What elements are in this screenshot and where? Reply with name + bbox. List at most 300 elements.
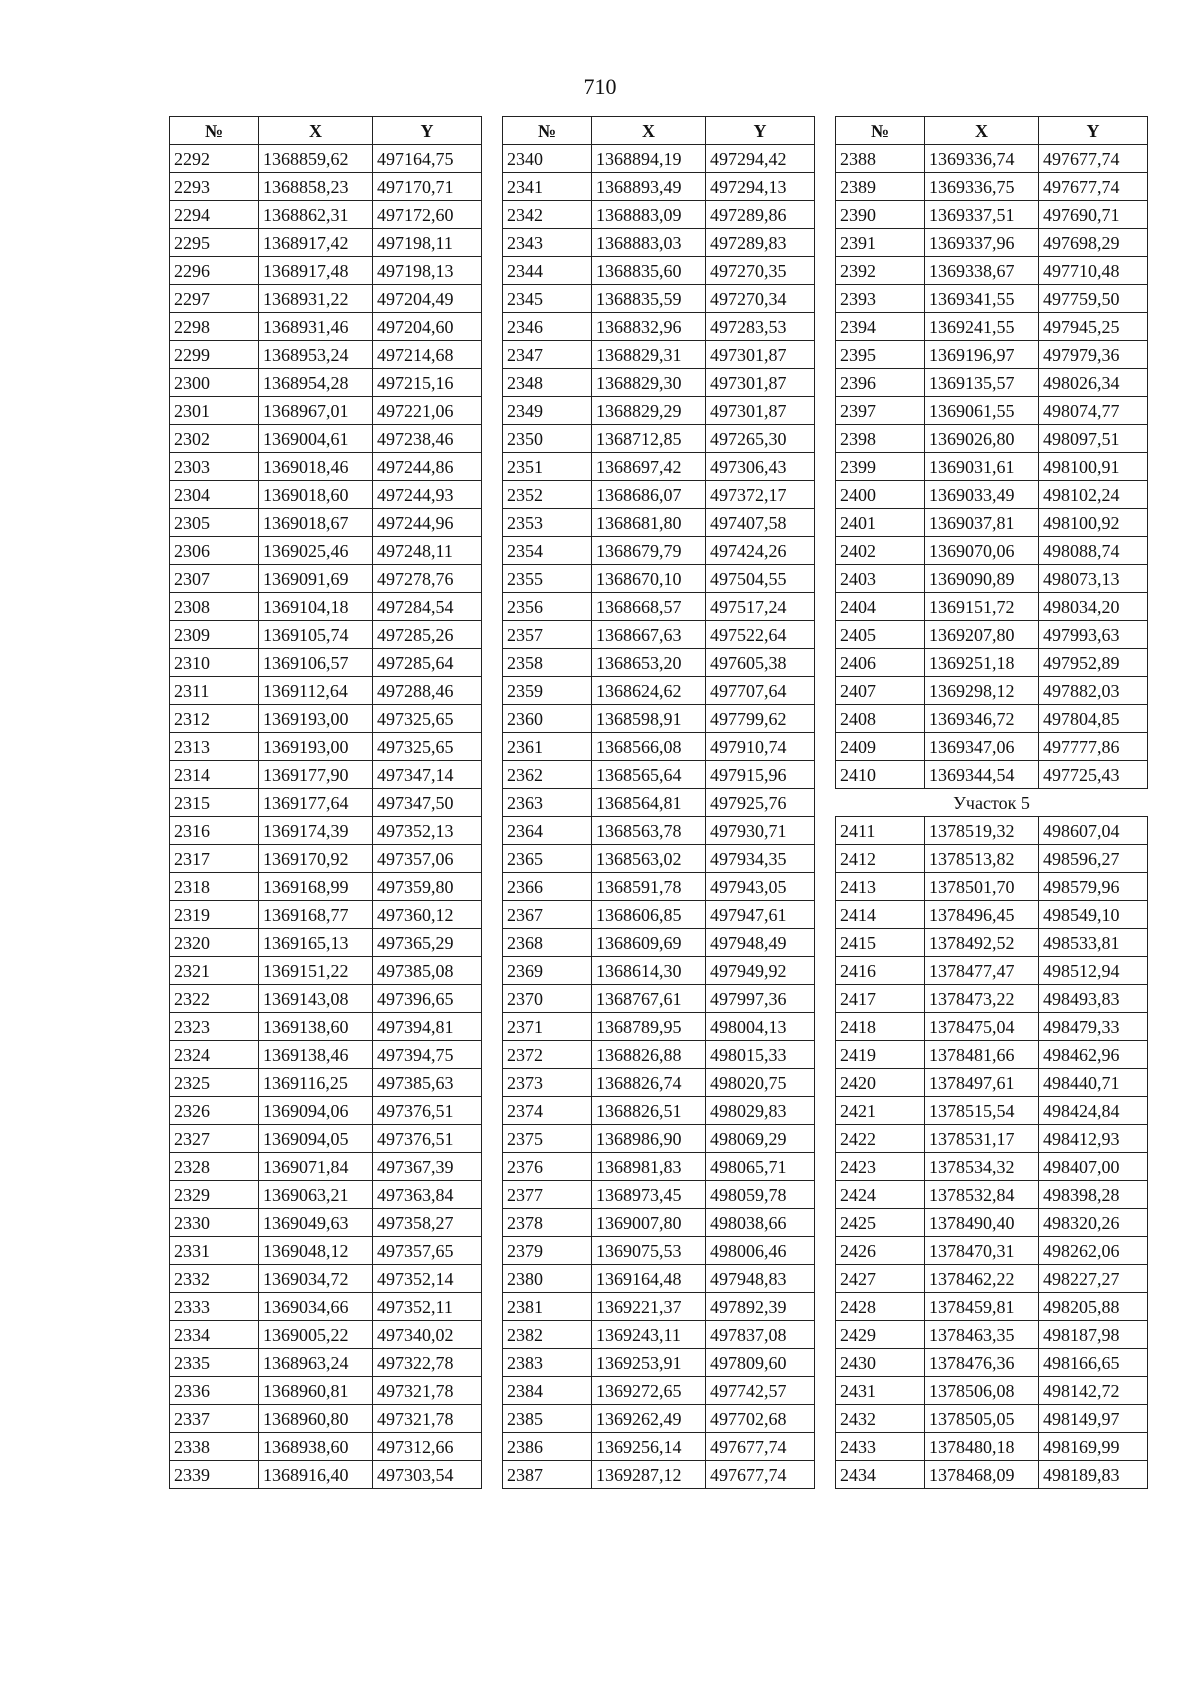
x-coordinate-cell: 1378501,70: [925, 873, 1039, 901]
x-coordinate-cell: 1369346,72: [925, 705, 1039, 733]
x-coordinate-cell: 1368832,96: [592, 313, 706, 341]
x-coordinate-cell: 1378532,84: [925, 1181, 1039, 1209]
point-number-cell: 2370: [503, 985, 592, 1013]
x-coordinate-cell: 1368668,57: [592, 593, 706, 621]
table-row: [503, 705, 815, 733]
column-header-number: №: [503, 117, 592, 145]
column-header-number: №: [836, 117, 925, 145]
x-coordinate-cell: 1369168,77: [259, 901, 373, 929]
x-coordinate-cell: 1378475,04: [925, 1013, 1039, 1041]
x-coordinate-cell: 1378476,36: [925, 1349, 1039, 1377]
y-coordinate-cell: 497303,54: [373, 1461, 482, 1489]
y-coordinate-cell: 497925,76: [706, 789, 815, 817]
x-coordinate-cell: 1378534,32: [925, 1153, 1039, 1181]
x-coordinate-cell: 1369287,12: [592, 1461, 706, 1489]
point-number-cell: 2356: [503, 593, 592, 621]
x-coordinate-cell: 1369007,80: [592, 1209, 706, 1237]
y-coordinate-cell: 497605,38: [706, 649, 815, 677]
y-coordinate-cell: 497172,60: [373, 201, 482, 229]
table-row: [836, 1461, 1148, 1489]
y-coordinate-cell: 497352,13: [373, 817, 482, 845]
point-number-cell: 2403: [836, 565, 925, 593]
table-row: [503, 845, 815, 873]
point-number-cell: 2393: [836, 285, 925, 313]
x-coordinate-cell: 1369143,08: [259, 985, 373, 1013]
point-number-cell: 2352: [503, 481, 592, 509]
y-coordinate-cell: 497915,96: [706, 761, 815, 789]
point-number-cell: 2300: [170, 369, 259, 397]
point-number-cell: 2342: [503, 201, 592, 229]
table-row: [836, 1041, 1148, 1069]
y-coordinate-cell: 497396,65: [373, 985, 482, 1013]
x-coordinate-cell: 1368960,80: [259, 1405, 373, 1433]
y-coordinate-cell: 497385,08: [373, 957, 482, 985]
point-number-cell: 2414: [836, 901, 925, 929]
y-coordinate-cell: 498512,94: [1039, 957, 1148, 985]
y-coordinate-cell: 497910,74: [706, 733, 815, 761]
point-number-cell: 2295: [170, 229, 259, 257]
x-coordinate-cell: 1369243,11: [592, 1321, 706, 1349]
x-coordinate-cell: 1378506,08: [925, 1377, 1039, 1405]
y-coordinate-cell: 497301,87: [706, 369, 815, 397]
point-number-cell: 2297: [170, 285, 259, 313]
y-coordinate-cell: 497945,25: [1039, 313, 1148, 341]
x-coordinate-cell: 1369112,64: [259, 677, 373, 705]
y-coordinate-cell: 497325,65: [373, 733, 482, 761]
table-row: [836, 1209, 1148, 1237]
point-number-cell: 2328: [170, 1153, 259, 1181]
table-row: [170, 1209, 482, 1237]
point-number-cell: 2340: [503, 145, 592, 173]
y-coordinate-cell: 497677,74: [1039, 145, 1148, 173]
x-coordinate-cell: 1368893,49: [592, 173, 706, 201]
x-coordinate-cell: 1368986,90: [592, 1125, 706, 1153]
y-coordinate-cell: 497358,27: [373, 1209, 482, 1237]
point-number-cell: 2373: [503, 1069, 592, 1097]
point-number-cell: 2329: [170, 1181, 259, 1209]
y-coordinate-cell: 497710,48: [1039, 257, 1148, 285]
table-row: [503, 677, 815, 705]
point-number-cell: 2391: [836, 229, 925, 257]
x-coordinate-cell: 1368967,01: [259, 397, 373, 425]
point-number-cell: 2404: [836, 593, 925, 621]
y-coordinate-cell: 498142,72: [1039, 1377, 1148, 1405]
x-coordinate-cell: 1369034,66: [259, 1293, 373, 1321]
x-coordinate-cell: 1369164,48: [592, 1265, 706, 1293]
table-body: [836, 817, 1148, 1489]
point-number-cell: 2327: [170, 1125, 259, 1153]
table-row: [503, 789, 815, 817]
table-row: [170, 733, 482, 761]
x-coordinate-cell: 1378459,81: [925, 1293, 1039, 1321]
table-row: [170, 761, 482, 789]
table-row: [836, 733, 1148, 761]
table-row: [170, 817, 482, 845]
table-row: [170, 1405, 482, 1433]
x-coordinate-cell: 1369347,06: [925, 733, 1039, 761]
y-coordinate-cell: 497204,49: [373, 285, 482, 313]
y-coordinate-cell: 497244,93: [373, 481, 482, 509]
y-coordinate-cell: 497215,16: [373, 369, 482, 397]
x-coordinate-cell: 1369075,53: [592, 1237, 706, 1265]
y-coordinate-cell: 498187,98: [1039, 1321, 1148, 1349]
header-row: [503, 117, 815, 145]
x-coordinate-cell: 1369071,84: [259, 1153, 373, 1181]
point-number-cell: 2377: [503, 1181, 592, 1209]
table-row: [836, 677, 1148, 705]
x-coordinate-cell: 1369298,12: [925, 677, 1039, 705]
x-coordinate-cell: 1369105,74: [259, 621, 373, 649]
table-row: [170, 901, 482, 929]
y-coordinate-cell: 497347,50: [373, 789, 482, 817]
y-coordinate-cell: 497742,57: [706, 1377, 815, 1405]
point-number-cell: 2313: [170, 733, 259, 761]
table-row: [836, 229, 1148, 257]
y-coordinate-cell: 497306,43: [706, 453, 815, 481]
x-coordinate-cell: 1368931,22: [259, 285, 373, 313]
y-coordinate-cell: 497882,03: [1039, 677, 1148, 705]
y-coordinate-cell: 497363,84: [373, 1181, 482, 1209]
x-coordinate-cell: 1368591,78: [592, 873, 706, 901]
y-coordinate-cell: 497164,75: [373, 145, 482, 173]
point-number-cell: 2346: [503, 313, 592, 341]
point-number-cell: 2409: [836, 733, 925, 761]
table-row: [503, 929, 815, 957]
point-number-cell: 2307: [170, 565, 259, 593]
y-coordinate-cell: 497690,71: [1039, 201, 1148, 229]
x-coordinate-cell: 1369025,46: [259, 537, 373, 565]
x-coordinate-cell: 1368894,19: [592, 145, 706, 173]
x-coordinate-cell: 1368953,24: [259, 341, 373, 369]
table-row: [836, 761, 1148, 789]
table-row: [503, 425, 815, 453]
column-header-x: X: [259, 117, 373, 145]
y-coordinate-cell: 498189,83: [1039, 1461, 1148, 1489]
point-number-cell: 2428: [836, 1293, 925, 1321]
point-number-cell: 2394: [836, 313, 925, 341]
point-number-cell: 2432: [836, 1405, 925, 1433]
x-coordinate-cell: 1369193,00: [259, 705, 373, 733]
y-coordinate-cell: 497376,51: [373, 1097, 482, 1125]
x-coordinate-cell: 1369336,75: [925, 173, 1039, 201]
y-coordinate-cell: 497244,96: [373, 509, 482, 537]
y-coordinate-cell: 497809,60: [706, 1349, 815, 1377]
point-number-cell: 2406: [836, 649, 925, 677]
table-row: [503, 1209, 815, 1237]
point-number-cell: 2427: [836, 1265, 925, 1293]
table-row: [170, 425, 482, 453]
point-number-cell: 2325: [170, 1069, 259, 1097]
point-number-cell: 2335: [170, 1349, 259, 1377]
x-coordinate-cell: 1369177,90: [259, 761, 373, 789]
x-coordinate-cell: 1368931,46: [259, 313, 373, 341]
x-coordinate-cell: 1369338,67: [925, 257, 1039, 285]
y-coordinate-cell: 497993,63: [1039, 621, 1148, 649]
x-coordinate-cell: 1369104,18: [259, 593, 373, 621]
y-coordinate-cell: 497504,55: [706, 565, 815, 593]
point-number-cell: 2390: [836, 201, 925, 229]
table-row: [503, 1321, 815, 1349]
point-number-cell: 2323: [170, 1013, 259, 1041]
y-coordinate-cell: 497278,76: [373, 565, 482, 593]
x-coordinate-cell: 1369031,61: [925, 453, 1039, 481]
table-row: [170, 873, 482, 901]
table-row: [836, 1349, 1148, 1377]
table-row: [836, 1377, 1148, 1405]
y-coordinate-cell: 497321,78: [373, 1405, 482, 1433]
point-number-cell: 2378: [503, 1209, 592, 1237]
table-row: [836, 397, 1148, 425]
table-row: [170, 1069, 482, 1097]
y-coordinate-cell: 497294,42: [706, 145, 815, 173]
table-row: [836, 985, 1148, 1013]
y-coordinate-cell: 497522,64: [706, 621, 815, 649]
point-number-cell: 2387: [503, 1461, 592, 1489]
x-coordinate-cell: 1368981,83: [592, 1153, 706, 1181]
x-coordinate-cell: 1369004,61: [259, 425, 373, 453]
table-row: [170, 957, 482, 985]
x-coordinate-cell: 1369091,69: [259, 565, 373, 593]
point-number-cell: 2405: [836, 621, 925, 649]
point-number-cell: 2399: [836, 453, 925, 481]
point-number-cell: 2359: [503, 677, 592, 705]
y-coordinate-cell: 497367,39: [373, 1153, 482, 1181]
table-row: [836, 173, 1148, 201]
point-number-cell: 2317: [170, 845, 259, 873]
table-row: [170, 509, 482, 537]
table-row: [836, 537, 1148, 565]
y-coordinate-cell: 497997,36: [706, 985, 815, 1013]
x-coordinate-cell: 1378463,35: [925, 1321, 1039, 1349]
table-row: [836, 1237, 1148, 1265]
y-coordinate-cell: 497221,06: [373, 397, 482, 425]
x-coordinate-cell: 1378519,32: [925, 817, 1039, 845]
y-coordinate-cell: 497777,86: [1039, 733, 1148, 761]
x-coordinate-cell: 1369063,21: [259, 1181, 373, 1209]
y-coordinate-cell: 498026,34: [1039, 369, 1148, 397]
table-row: [503, 537, 815, 565]
point-number-cell: 2434: [836, 1461, 925, 1489]
table-row: [836, 1181, 1148, 1209]
y-coordinate-cell: 498149,97: [1039, 1405, 1148, 1433]
x-coordinate-cell: 1369170,92: [259, 845, 373, 873]
table-row: [503, 593, 815, 621]
y-coordinate-cell: 497930,71: [706, 817, 815, 845]
table-row: [503, 285, 815, 313]
point-number-cell: 2395: [836, 341, 925, 369]
point-number-cell: 2401: [836, 509, 925, 537]
table-row: [503, 1349, 815, 1377]
x-coordinate-cell: 1369106,57: [259, 649, 373, 677]
x-coordinate-cell: 1369174,39: [259, 817, 373, 845]
point-number-cell: 2322: [170, 985, 259, 1013]
point-number-cell: 2417: [836, 985, 925, 1013]
point-number-cell: 2341: [503, 173, 592, 201]
table-row: [503, 369, 815, 397]
table-row: [170, 1237, 482, 1265]
x-coordinate-cell: 1368670,10: [592, 565, 706, 593]
table-row: [170, 1181, 482, 1209]
column-header-y: Y: [373, 117, 482, 145]
point-number-cell: 2332: [170, 1265, 259, 1293]
table-row: [170, 201, 482, 229]
point-number-cell: 2334: [170, 1321, 259, 1349]
y-coordinate-cell: 498549,10: [1039, 901, 1148, 929]
x-coordinate-cell: 1368667,63: [592, 621, 706, 649]
table-row: [503, 1041, 815, 1069]
x-coordinate-cell: 1369090,89: [925, 565, 1039, 593]
y-coordinate-cell: 498034,20: [1039, 593, 1148, 621]
x-coordinate-cell: 1368859,62: [259, 145, 373, 173]
point-number-cell: 2424: [836, 1181, 925, 1209]
table-row: [836, 285, 1148, 313]
x-coordinate-cell: 1368858,23: [259, 173, 373, 201]
table-row: [503, 397, 815, 425]
point-number-cell: 2396: [836, 369, 925, 397]
header-row: [836, 117, 1148, 145]
x-coordinate-cell: 1369034,72: [259, 1265, 373, 1293]
table-row: [503, 481, 815, 509]
table-row: [170, 257, 482, 285]
table-row: [503, 1405, 815, 1433]
point-number-cell: 2426: [836, 1237, 925, 1265]
table-body: [503, 145, 815, 1489]
x-coordinate-cell: 1368916,40: [259, 1461, 373, 1489]
x-coordinate-cell: 1369094,06: [259, 1097, 373, 1125]
table-row: [836, 1293, 1148, 1321]
y-coordinate-cell: 498038,66: [706, 1209, 815, 1237]
table-row: [836, 1265, 1148, 1293]
x-coordinate-cell: 1368835,60: [592, 257, 706, 285]
y-coordinate-cell: 497837,08: [706, 1321, 815, 1349]
y-coordinate-cell: 497677,74: [706, 1433, 815, 1461]
x-coordinate-cell: 1369241,55: [925, 313, 1039, 341]
table-row: [170, 537, 482, 565]
table-row: [503, 1265, 815, 1293]
x-coordinate-cell: 1368862,31: [259, 201, 373, 229]
point-number-cell: 2383: [503, 1349, 592, 1377]
column-header-y: Y: [706, 117, 815, 145]
x-coordinate-cell: 1369207,80: [925, 621, 1039, 649]
x-coordinate-cell: 1368598,91: [592, 705, 706, 733]
table-row: [170, 481, 482, 509]
table-row: [170, 397, 482, 425]
table-row: [836, 929, 1148, 957]
point-number-cell: 2337: [170, 1405, 259, 1433]
table-row: [836, 509, 1148, 537]
column-header-x: X: [592, 117, 706, 145]
table-row: [836, 1069, 1148, 1097]
x-coordinate-cell: 1368826,51: [592, 1097, 706, 1125]
table-row: [503, 621, 815, 649]
x-coordinate-cell: 1368789,95: [592, 1013, 706, 1041]
x-coordinate-cell: 1369337,51: [925, 201, 1039, 229]
point-number-cell: 2368: [503, 929, 592, 957]
point-number-cell: 2321: [170, 957, 259, 985]
x-coordinate-cell: 1378490,40: [925, 1209, 1039, 1237]
table-row: [170, 565, 482, 593]
x-coordinate-cell: 1378473,22: [925, 985, 1039, 1013]
point-number-cell: 2407: [836, 677, 925, 705]
x-coordinate-cell: 1378496,45: [925, 901, 1039, 929]
point-number-cell: 2408: [836, 705, 925, 733]
table-row: [836, 425, 1148, 453]
table-row: [170, 789, 482, 817]
y-coordinate-cell: 497352,14: [373, 1265, 482, 1293]
y-coordinate-cell: 498074,77: [1039, 397, 1148, 425]
y-coordinate-cell: 497360,12: [373, 901, 482, 929]
x-coordinate-cell: 1369037,81: [925, 509, 1039, 537]
point-number-cell: 2357: [503, 621, 592, 649]
point-number-cell: 2343: [503, 229, 592, 257]
point-number-cell: 2294: [170, 201, 259, 229]
y-coordinate-cell: 498398,28: [1039, 1181, 1148, 1209]
point-number-cell: 2429: [836, 1321, 925, 1349]
point-number-cell: 2351: [503, 453, 592, 481]
point-number-cell: 2367: [503, 901, 592, 929]
x-coordinate-cell: 1368609,69: [592, 929, 706, 957]
y-coordinate-cell: 498607,04: [1039, 817, 1148, 845]
table-row: [170, 313, 482, 341]
point-number-cell: 2369: [503, 957, 592, 985]
x-coordinate-cell: 1378505,05: [925, 1405, 1039, 1433]
x-coordinate-cell: 1368566,08: [592, 733, 706, 761]
y-coordinate-cell: 497376,51: [373, 1125, 482, 1153]
table-row: [503, 1097, 815, 1125]
point-number-cell: 2365: [503, 845, 592, 873]
x-coordinate-cell: 1368829,30: [592, 369, 706, 397]
y-coordinate-cell: 497204,60: [373, 313, 482, 341]
y-coordinate-cell: 497952,89: [1039, 649, 1148, 677]
y-coordinate-cell: 498097,51: [1039, 425, 1148, 453]
table-row: [836, 1405, 1148, 1433]
y-coordinate-cell: 498065,71: [706, 1153, 815, 1181]
y-coordinate-cell: 497677,74: [1039, 173, 1148, 201]
table-row: [170, 1125, 482, 1153]
point-number-cell: 2400: [836, 481, 925, 509]
point-number-cell: 2420: [836, 1069, 925, 1097]
table-row: [503, 1069, 815, 1097]
y-coordinate-cell: 498440,71: [1039, 1069, 1148, 1097]
y-coordinate-cell: 497359,80: [373, 873, 482, 901]
point-number-cell: 2301: [170, 397, 259, 425]
y-coordinate-cell: 498073,13: [1039, 565, 1148, 593]
table-row: [836, 481, 1148, 509]
x-coordinate-cell: 1378480,18: [925, 1433, 1039, 1461]
x-coordinate-cell: 1368829,31: [592, 341, 706, 369]
y-coordinate-cell: 497707,64: [706, 677, 815, 705]
y-coordinate-cell: 498088,74: [1039, 537, 1148, 565]
point-number-cell: 2421: [836, 1097, 925, 1125]
table-row: [503, 173, 815, 201]
y-coordinate-cell: 497325,65: [373, 705, 482, 733]
point-number-cell: 2381: [503, 1293, 592, 1321]
x-coordinate-cell: 1368679,79: [592, 537, 706, 565]
x-coordinate-cell: 1369337,96: [925, 229, 1039, 257]
x-coordinate-cell: 1368973,45: [592, 1181, 706, 1209]
point-number-cell: 2315: [170, 789, 259, 817]
point-number-cell: 2344: [503, 257, 592, 285]
table-row: [170, 649, 482, 677]
point-number-cell: 2312: [170, 705, 259, 733]
table-row: [836, 1433, 1148, 1461]
table-row: [836, 1125, 1148, 1153]
point-number-cell: 2310: [170, 649, 259, 677]
point-number-cell: 2412: [836, 845, 925, 873]
point-number-cell: 2349: [503, 397, 592, 425]
table-row: [170, 929, 482, 957]
table-row: [836, 957, 1148, 985]
